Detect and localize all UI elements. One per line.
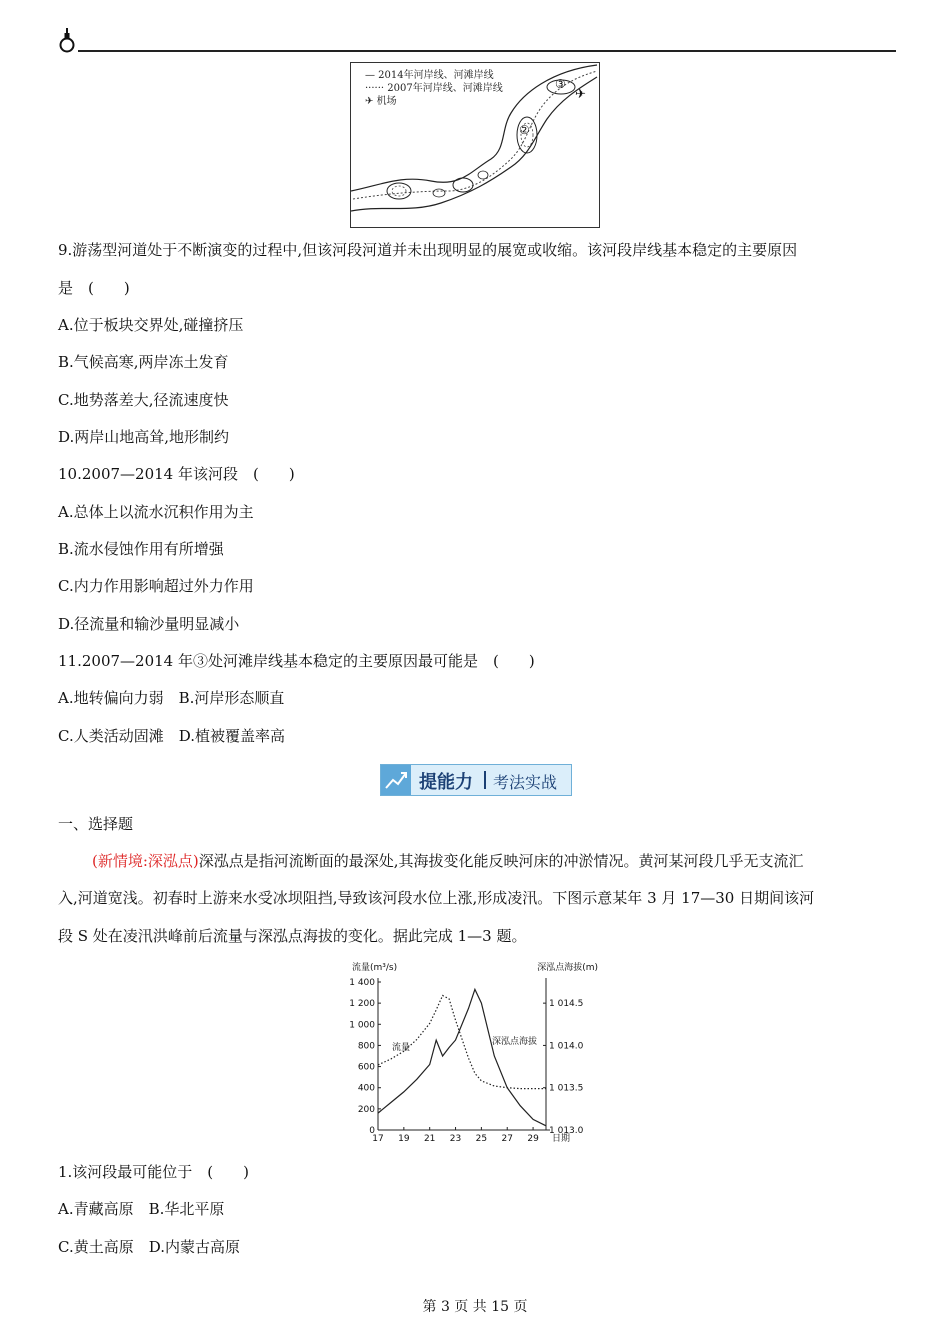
q9-option-c: C.地势落差大,径流速度快 <box>58 391 229 409</box>
x-axis-label: 日期 <box>552 1134 571 1144</box>
banner-divider <box>484 771 486 789</box>
y-left-tick-label: 1 000 <box>349 1020 375 1031</box>
q1-stem: 1.该河段最可能位于 ( ) <box>58 1163 250 1181</box>
x-tick-label: 25 <box>475 1134 488 1144</box>
y-left-tick-label: 200 <box>357 1104 375 1115</box>
q9-option-d: D.两岸山地高耸,地形制约 <box>58 428 230 446</box>
legend-2014: — 2014年河岸线、河滩岸线 <box>365 70 494 81</box>
intro-tag: (新情境:深泓点) <box>92 852 199 870</box>
q1-options-cd: C.黄土高原 D.内蒙古高原 <box>58 1238 240 1256</box>
x-tick-label: 17 <box>372 1134 384 1144</box>
q11-options-ab: A.地转偏向力弱 B.河岸形态顺直 <box>58 689 285 707</box>
y-left-tick-label: 1 200 <box>349 999 375 1010</box>
y-left-tick-label: 800 <box>357 1041 375 1052</box>
q10-option-b: B.流水侵蚀作用有所增强 <box>58 540 224 558</box>
x-tick-label: 27 <box>501 1134 513 1144</box>
series-flow-line <box>378 989 546 1125</box>
flow-chart-figure <box>346 958 604 1148</box>
y-right-tick-label: 1 014.5 <box>549 999 584 1010</box>
x-tick-label: 23 <box>449 1134 462 1144</box>
intro-line2: 入,河道宽浅。初春时上游来水受冰坝阻挡,导致该河段水位上涨,形成凌汛。下图示意某年 3 月 17—30 日期间该河 <box>58 889 815 907</box>
flow-chart <box>346 958 604 1148</box>
q10-option-a: A.总体上以流水沉积作用为主 <box>58 503 254 521</box>
map-label-3: ③ <box>555 77 566 91</box>
y-left-tick-label: 0 <box>369 1126 375 1136</box>
header-rule <box>78 50 896 52</box>
annotation-thalweg: 深泓点海拔 <box>492 1037 538 1047</box>
intro-line1 <box>92 851 804 871</box>
q9-stem-line2: 是 ( ) <box>58 279 130 297</box>
page-footer: 第 3 页 共 15 页 <box>422 1299 528 1315</box>
q11-stem: 11.2007—2014 年③处河滩岸线基本稳定的主要原因最可能是 ( ) <box>58 652 535 670</box>
section-title: 一、选择题 <box>58 815 134 833</box>
q9-option-a: A.位于板块交界处,碰撞挤压 <box>58 316 244 334</box>
airplane-icon: ✈ <box>365 96 374 107</box>
y-right-tick-label: 1 013.5 <box>549 1083 584 1094</box>
legend-airport <box>365 95 503 108</box>
intro-line3: 段 S 处在凌汛洪峰前后流量与深泓点海拔的变化。据此完成 1—3 题。 <box>58 927 527 945</box>
q10-stem: 10.2007—2014 年该河段 ( ) <box>58 465 295 483</box>
bulb-icon <box>58 28 76 62</box>
map-label-2: ② <box>519 123 530 137</box>
y-left-label: 流量(m³/s) <box>352 963 398 973</box>
map-legend <box>365 69 503 108</box>
y-left-tick-label: 400 <box>357 1083 375 1094</box>
banner-subtitle: 考法实战 <box>493 773 558 792</box>
section-banner <box>380 764 572 796</box>
q9-option-b: B.气候高寒,两岸冻土发育 <box>58 353 229 371</box>
x-tick-label: 29 <box>527 1134 539 1144</box>
trend-chart-icon <box>381 765 411 795</box>
q11-options-cd: C.人类活动固滩 D.植被覆盖率高 <box>58 727 285 745</box>
legend-2007: ······ 2007年河岸线、河滩岸线 <box>365 83 503 94</box>
q10-option-c: C.内力作用影响超过外力作用 <box>58 577 254 595</box>
x-tick-label: 19 <box>398 1134 410 1144</box>
y-left-tick-label: 1 400 <box>349 978 375 988</box>
y-right-label: 深泓点海拔(m) <box>537 963 598 973</box>
q1-options-ab: A.青藏高原 B.华北平原 <box>58 1200 225 1218</box>
x-tick-label: 21 <box>423 1134 436 1144</box>
intro-line1-text: 深泓点是指河流断面的最深处,其海拔变化能反映河床的冲淤情况。黄河某河段几乎无支流汇 <box>198 852 804 870</box>
annotation-flow: 流量 <box>392 1043 411 1053</box>
banner-title: 提能力 <box>419 772 473 793</box>
q10-option-d: D.径流量和输沙量明显减小 <box>58 615 240 633</box>
y-left-tick-label: 600 <box>357 1062 375 1073</box>
y-right-tick-label: 1 013.0 <box>549 1126 584 1136</box>
y-right-tick-label: 1 014.0 <box>549 1041 584 1052</box>
q9-stem-line1: 9.游荡型河道处于不断演变的过程中,但该河段河道并未出现明显的展宽或收缩。该河段岸线基本稳定的主要原因 <box>58 241 798 259</box>
legend-airport-label: 机场 <box>376 96 397 107</box>
river-map-figure <box>350 62 600 228</box>
airplane-icon: ✈ <box>575 87 586 102</box>
